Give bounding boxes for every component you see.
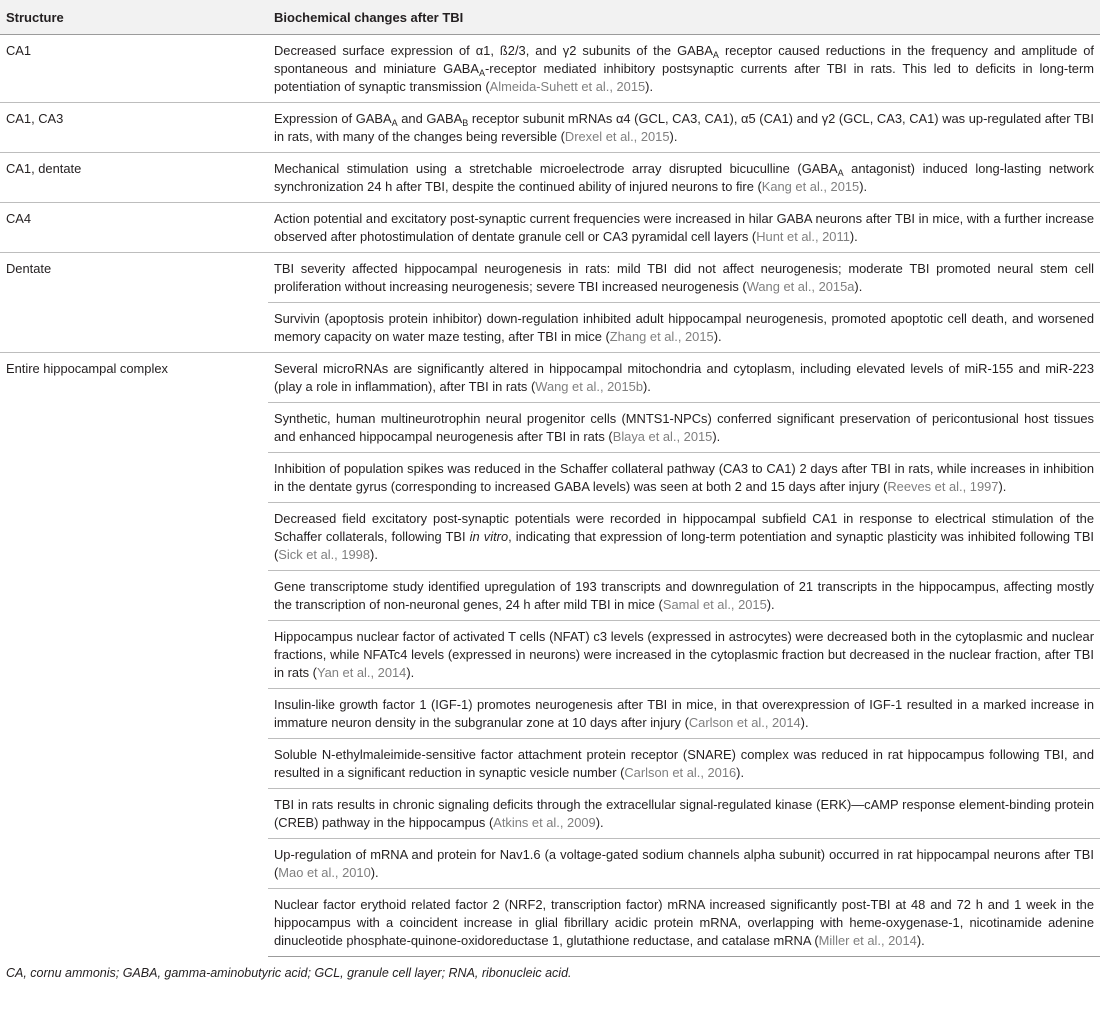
table-row: [0, 103, 1100, 153]
text-segment: TBI in rats results in chronic signaling deficits through the extracellular signal-regulated kinase (ERK)—cAMP response element-binding protein (CREB) pathway in the hippocampus (: [274, 797, 1094, 830]
change-description-cell: [268, 621, 1100, 689]
text-segment: and GABA: [397, 111, 463, 126]
subscript: A: [479, 68, 486, 78]
table-header-row: [0, 0, 1100, 35]
citation-link[interactable]: Hunt et al., 2011: [756, 229, 850, 244]
citation-link[interactable]: Carlson et al., 2016: [624, 765, 737, 780]
table-row: [0, 35, 1100, 103]
citation-link[interactable]: Sick et al., 1998: [278, 547, 371, 562]
subscript: A: [837, 168, 844, 178]
text-segment: receptor subunit mRNAs α4 (GCL, CA3, CA1), α5 (CA1) and γ2 (GCL, CA3, CA1) was up-regulated after TBI in rats, with many of the changes being reversible (: [274, 111, 1094, 144]
text-segment: ).: [406, 665, 415, 680]
text-segment: Survivin (apoptosis protein inhibitor) down-regulation inhibited adult hippocampal neurogenesis, promoted apoptotic cell death, and worsened memory capacity on water maze testing, after TBI in mice (: [274, 311, 1094, 344]
header-structure: Structure: [0, 0, 268, 35]
subscript: A: [391, 118, 398, 128]
structure-cell: CA1, dentate: [0, 153, 268, 203]
structure-cell: CA1: [6, 43, 32, 58]
change-description: [274, 210, 1094, 246]
change-description: [274, 360, 1094, 396]
structure-cell: CA1, CA3: [0, 103, 268, 153]
text-segment: ).: [713, 329, 722, 344]
citation-link[interactable]: Reeves et al., 1997: [887, 479, 999, 494]
table-row: [0, 353, 1100, 403]
text-segment: ).: [916, 933, 925, 948]
text-segment: ).: [766, 597, 775, 612]
structure-cell: Dentate: [0, 253, 268, 353]
citation-link[interactable]: Kang et al., 2015: [761, 179, 860, 194]
text-segment: Up-regulation of mRNA and protein for Nav1.6 (a voltage-gated sodium channels alpha subunit) occurred in rat hippocampal neurons after TBI (: [274, 847, 1094, 880]
text-segment: Mechanical stimulation using a stretchable microelectrode array disrupted bicuculline (GABA: [274, 161, 838, 176]
text-segment: receptor caused reductions in the frequency and amplitude of spontaneous and miniature GABA: [274, 43, 1094, 76]
text-segment: Gene transcriptome study identified upregulation of 193 transcripts and downregulation of 21 transcripts in the hippocampus, affecting mostly the transcription of non-neuronal genes, 24 h after mild TBI in mice (: [274, 579, 1094, 612]
change-description-cell: [268, 103, 1100, 153]
change-description: [274, 696, 1094, 732]
table-row: [0, 153, 1100, 203]
text-segment: ).: [800, 715, 809, 730]
table-row: [0, 253, 1100, 303]
citation-link[interactable]: Almeida-Suhett et al., 2015: [489, 79, 646, 94]
text-segment: Decreased surface expression of α1, ß2/3, and γ2 subunits of the GABA: [274, 43, 713, 58]
change-description-cell: [268, 839, 1100, 889]
change-description: [274, 896, 1094, 950]
citation-link[interactable]: Wang et al., 2015a: [746, 279, 855, 294]
text-segment: ).: [849, 229, 858, 244]
text-segment: Several microRNAs are significantly altered in hippocampal mitochondria and cytoplasm, including elevated levels of miR-155 and miR-223 (play a role in inflammation), after TBI in rats (: [274, 361, 1094, 394]
change-description: [274, 578, 1094, 614]
table-footnote: CA, cornu ammonis; GABA, gamma-aminobutyric acid; GCL, granule cell layer; RNA, ribonucleic acid.: [6, 966, 572, 980]
change-description: [274, 846, 1094, 882]
change-description-cell: [268, 153, 1100, 203]
text-segment: Inhibition of population spikes was reduced in the Schaffer collateral pathway (CA3 to CA1) 2 days after TBI in rats, while increases in inhibition in the dentate gyrus (corresponding to increased GABA levels) was seen at both 2 and 15 days after injury (: [274, 461, 1094, 494]
italic-text: in vitro: [469, 529, 509, 544]
change-description: [274, 310, 1094, 346]
text-segment: ).: [642, 379, 651, 394]
change-description: [274, 460, 1094, 496]
change-description: [274, 110, 1094, 146]
subscript: B: [462, 118, 469, 128]
text-segment: ).: [736, 765, 745, 780]
text-segment: ).: [712, 429, 721, 444]
change-description-cell: [268, 889, 1100, 957]
change-description: [274, 42, 1094, 96]
text-segment: ).: [669, 129, 678, 144]
change-description-cell: [268, 253, 1100, 303]
text-segment: ).: [645, 79, 654, 94]
text-segment: ).: [370, 865, 379, 880]
text-segment: ).: [370, 547, 378, 562]
change-description-cell: [268, 689, 1100, 739]
text-segment: Soluble N-ethylmaleimide-sensitive factor attachment protein receptor (SNARE) complex was reduced in rat hippocampus following TBI, and resulted in a significant reduction in synaptic vesicle number (: [274, 747, 1094, 780]
text-segment: Synthetic, human multineurotrophin neural progenitor cells (MNTS1-NPCs) conferred significant preservation of pericontusional host tissues and enhanced hippocampal neurogenesis after TBI in rats (: [274, 411, 1094, 444]
structure-cell: Entire hippocampal complex: [0, 353, 268, 957]
change-description: [274, 510, 1094, 564]
citation-link[interactable]: Carlson et al., 2014: [688, 715, 801, 730]
change-description-cell: [268, 203, 1100, 253]
text-segment: Action potential and excitatory post-synaptic current frequencies were increased in hilar GABA neurons after TBI in mice, with a further increase observed after photostimulation of dentate granule cell or CA3 pyramidal cell layers (: [274, 211, 1094, 244]
citation-link[interactable]: Drexel et al., 2015: [564, 129, 670, 144]
change-description: [274, 160, 1094, 196]
change-description-cell: [268, 353, 1100, 403]
text-segment: Insulin-like growth factor 1 (IGF-1) promotes neurogenesis after TBI in mice, in that overexpression of IGF-1 resulted in a marked increase in immature neuron density in the subgranular zone at 10 days after injury (: [274, 697, 1094, 730]
text-segment: ).: [859, 179, 868, 194]
citation-link[interactable]: Wang et al., 2015b: [535, 379, 643, 394]
change-description-cell: [268, 403, 1100, 453]
text-segment: Nuclear factor erythoid related factor 2 (NRF2, transcription factor) mRNA increased significantly post-TBI at 48 and 72 h and 1 week in the hippocampus with a coincident increase in glial fibrillary acidic protein mRNA, overlapping with heme-oxygenase-1, nicotinamide adenine dinucleotide phosphate-quinone-oxidoreductase 1, glutathione reductase, and catalase mRNA (: [274, 897, 1094, 948]
text-segment: -receptor mediated inhibitory postsynaptic currents after TBI in rats. This led to deficits in long-term potentiation of synaptic transmission (: [274, 61, 1094, 94]
citation-link[interactable]: Mao et al., 2010: [278, 865, 371, 880]
change-description: [274, 746, 1094, 782]
text-segment: , indicating that expression of long-term potentiation and synaptic plasticity was inhibited following TBI (: [274, 529, 1094, 562]
change-description-cell: [268, 303, 1100, 353]
citation-link[interactable]: Zhang et al., 2015: [609, 329, 714, 344]
text-segment: ).: [854, 279, 863, 294]
text-segment: ).: [998, 479, 1007, 494]
header-biochemical-changes: Biochemical changes after TBI: [268, 0, 1100, 35]
change-description-cell: [268, 571, 1100, 621]
change-description-cell: [268, 789, 1100, 839]
change-description: [274, 410, 1094, 446]
text-segment: ).: [595, 815, 604, 830]
citation-link[interactable]: Atkins et al., 2009: [493, 815, 596, 830]
change-description-cell: [268, 35, 1100, 103]
text-segment: Hippocampus nuclear factor of activated T cells (NFAT) c3 levels (expressed in astrocytes) were decreased both in the cytoplasmic and nuclear fractions, while NFATc4 levels (expressed in neurons) were increased in the cytoplasmic fraction but decreased in the nuclear fraction, after TBI in rats (: [274, 629, 1094, 680]
text-segment: antagonist) induced long-lasting network synchronization 24 h after TBI, despite the continued ability of injured neurons to fire (: [274, 161, 1094, 194]
change-description: [274, 628, 1094, 682]
table-body: [0, 35, 1100, 957]
citation-link[interactable]: Blaya et al., 2015: [612, 429, 713, 444]
text-segment: Decreased field excitatory post-synaptic potentials were recorded in hippocampal subfield CA1 in response to electrical stimulation of the Schaffer collaterals, following TBI: [274, 511, 1094, 544]
change-description-cell: [268, 739, 1100, 789]
citation-link[interactable]: Samal et al., 2015: [662, 597, 767, 612]
change-description-cell: [268, 503, 1100, 571]
text-segment: Expression of GABA: [274, 111, 392, 126]
structure-cell: CA4: [0, 203, 268, 253]
change-description: [274, 260, 1094, 296]
citation-link[interactable]: Miller et al., 2014: [818, 933, 917, 948]
change-description: [274, 796, 1094, 832]
table-row: [0, 203, 1100, 253]
subscript: A: [712, 50, 719, 60]
text-segment: TBI severity affected hippocampal neurogenesis in rats: mild TBI did not affect neurogenesis; moderate TBI promoted neural stem cell proliferation without increasing neurogenesis; severe TBI increased neurogenesis (: [274, 261, 1094, 294]
citation-link[interactable]: Yan et al., 2014: [316, 665, 407, 680]
change-description-cell: [268, 453, 1100, 503]
